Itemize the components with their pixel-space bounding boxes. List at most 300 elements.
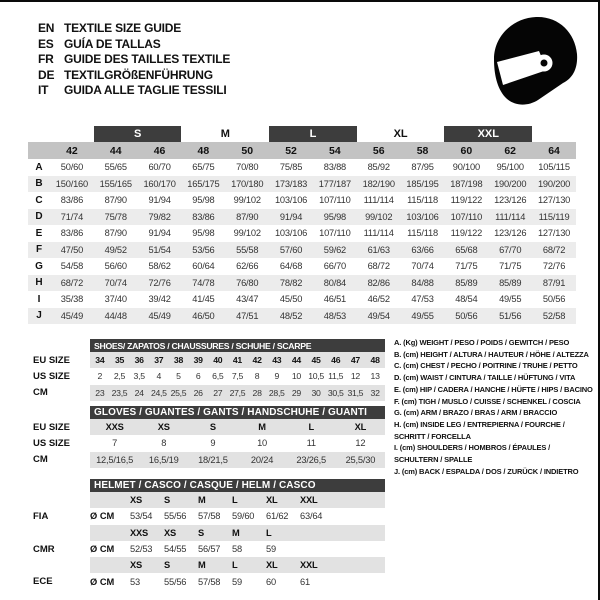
size-column-header: L	[232, 557, 266, 573]
guide-title: TEXTILGRÖßENFÜHRUNG	[64, 67, 213, 82]
size-column-header: XL	[266, 557, 300, 573]
legend-item: B. (cm) HEIGHT / ALTURA / HAUTEUR / HÖHE / ALTEZZA	[394, 349, 589, 359]
size-cell: 72/76	[138, 275, 182, 292]
gloves-size-table	[33, 406, 385, 468]
guide-title: GUÍA DE TALLAS	[64, 36, 161, 51]
size-column-header: 43	[267, 352, 287, 368]
size-cell: 111/114	[363, 228, 394, 239]
size-column-header: 39	[188, 352, 208, 368]
size-cell: 182/190	[357, 176, 401, 193]
size-cell: 68/72	[367, 261, 390, 272]
unit-spacer	[90, 557, 130, 573]
language-title-row	[38, 52, 230, 68]
size-cell: 87/95	[411, 162, 434, 173]
row-label: E	[35, 227, 43, 239]
size-cell: 95/98	[192, 228, 215, 239]
size-cell: 103/106	[274, 228, 308, 239]
size-column-header: 48	[181, 142, 225, 159]
size-cell: 83/86	[60, 228, 84, 239]
filler-cell	[334, 492, 385, 508]
group-header-m: M	[220, 128, 230, 140]
size-column-header: XL	[266, 492, 300, 508]
size-cell: 28	[247, 385, 267, 401]
legend-item: G. (cm) ARM / BRAZO / BRAS / ARM / BRACCIO	[394, 408, 558, 418]
textile-size-table	[28, 126, 576, 324]
size-column-header: XXS	[130, 525, 164, 541]
size-cell: 27	[208, 385, 228, 401]
size-cell: 68/72	[532, 242, 576, 259]
size-cell: 57/58	[198, 576, 221, 587]
size-cell: 71/75	[455, 261, 478, 272]
size-cell: 53/56	[181, 242, 225, 259]
unit-spacer	[90, 525, 130, 541]
size-column-header: S	[188, 419, 237, 435]
size-cell: 115/118	[407, 195, 438, 206]
size-cell: 29	[287, 385, 307, 401]
size-cell: 90/100	[452, 162, 480, 173]
size-cell: 66/70	[323, 261, 347, 272]
size-cell: 99/102	[233, 195, 261, 206]
size-cell: 57/60	[269, 242, 313, 259]
language-code: EN	[38, 21, 55, 35]
size-cell: 30	[306, 385, 326, 401]
size-column-header: M	[232, 525, 266, 541]
size-cell: 41/45	[192, 294, 215, 305]
legend-item: C. (cm) CHEST / PECHO / POITRINE / TRUHE / PETTO	[394, 361, 578, 371]
language-code: ES	[38, 36, 54, 51]
size-column-header: M	[237, 419, 286, 435]
size-column-header: 38	[169, 352, 189, 368]
helmet-table-title: HELMET / CASCO / CASQUE / HELM / CASCO	[90, 479, 385, 492]
size-cell: 65/68	[444, 242, 488, 259]
legend-item: D. (cm) WAIST / CINTURA / TAILLE / HÜFTUNG / VITA	[394, 373, 576, 383]
size-cell: 85/92	[367, 162, 390, 173]
row-label: D	[28, 209, 50, 226]
size-cell: 46/51	[323, 294, 347, 305]
row-label: J	[28, 308, 50, 325]
filler-cell	[334, 508, 385, 524]
group-header-spacer	[28, 126, 94, 142]
size-column-header	[300, 525, 334, 541]
size-column-header: 62	[488, 142, 532, 159]
size-cell: 75/78	[94, 209, 138, 226]
size-cell: 64/68	[279, 261, 303, 272]
size-cell: 91/94	[148, 228, 171, 239]
size-cell: 51/54	[138, 242, 182, 259]
size-column-header: 42	[50, 142, 94, 159]
size-cell: 10	[291, 371, 301, 382]
size-cell: 185/195	[401, 176, 445, 193]
size-cell: 61	[300, 576, 310, 587]
size-cell: 46/50	[181, 308, 225, 325]
row-label: G	[35, 260, 43, 272]
size-cell: 119/122	[450, 228, 483, 239]
size-cell: 55/56	[164, 576, 187, 587]
size-cell: 9	[274, 371, 279, 382]
size-cell: 59/60	[232, 511, 255, 522]
size-cell: 105/115	[538, 162, 570, 173]
size-cell: 47/51	[225, 308, 269, 325]
guide-title: TEXTILE SIZE GUIDE	[64, 21, 182, 35]
group-header-xl: XL	[393, 128, 408, 140]
unit-spacer	[90, 492, 130, 508]
size-column-header: XS	[164, 525, 198, 541]
size-cell: 59	[266, 544, 276, 555]
size-cell: 85/89	[488, 275, 532, 292]
size-cell: 67/70	[488, 242, 532, 259]
size-cell: 150/160	[50, 176, 94, 193]
size-column-header: L	[266, 525, 300, 541]
row-label: ECE	[33, 576, 53, 588]
legend-item: I. (cm) SHOULDERS / HOMBROS / ÉPAULES / SCHULTERN / SPALLE	[394, 443, 551, 465]
size-column-header: 56	[357, 142, 401, 159]
size-cell: 8	[254, 371, 260, 382]
size-cell: 123/126	[494, 195, 527, 206]
size-cell: 111/114	[488, 209, 532, 226]
language-title-row	[38, 21, 230, 37]
size-cell: 23,5	[110, 385, 130, 401]
size-cell: 3,5	[133, 371, 145, 382]
size-column-header: 54	[313, 142, 357, 159]
group-header-xxl: XXL	[444, 126, 532, 142]
group-header-spacer	[532, 126, 576, 142]
size-cell: 61/62	[266, 511, 289, 522]
language-title-row	[38, 37, 230, 53]
size-cell: 55/65	[104, 162, 127, 173]
size-cell: 173/183	[269, 176, 313, 193]
size-cell: 61/63	[357, 242, 401, 259]
size-cell: 99/102	[357, 209, 401, 226]
legend-item: H. (cm) INSIDE LEG / ENTREPIERNA / FOURCHE / SCHRITT / FORCELLA	[394, 419, 565, 441]
filler-cell	[334, 557, 385, 573]
size-cell: 83/86	[60, 195, 84, 206]
size-cell: 177/187	[313, 176, 357, 193]
size-cell: 11	[306, 438, 316, 449]
row-label: US SIZE	[33, 437, 70, 449]
size-cell: 63/64	[300, 511, 323, 522]
size-cell: 190/200	[532, 176, 576, 193]
size-cell: 59	[232, 576, 242, 587]
size-cell: 55/58	[225, 242, 269, 259]
filler-cell	[334, 525, 385, 541]
size-column-header: 37	[149, 352, 169, 368]
legend-item: F. (cm) TIGH / MUSLO / CUISSE / SCHENKEL / COSCIA	[394, 396, 581, 406]
size-cell: 91/94	[269, 209, 313, 226]
legend-item: A. (Kg) WEIGHT / PESO / POIDS / GEWITCH / PESO	[394, 338, 570, 347]
size-column-header: 47	[346, 352, 366, 368]
size-cell: 83/88	[323, 162, 347, 173]
size-cell: 50/56	[444, 308, 488, 325]
size-cell: 91/94	[148, 195, 171, 206]
size-cell: 45/50	[279, 294, 303, 305]
size-column-header: 41	[228, 352, 248, 368]
size-cell: 119/122	[450, 195, 483, 206]
size-cell: 170/180	[225, 176, 269, 193]
size-cell: 60	[266, 576, 276, 587]
size-cell: 95/98	[313, 209, 357, 226]
size-column-header: 58	[401, 142, 445, 159]
size-column-header: 42	[247, 352, 267, 368]
row-label: I	[37, 293, 41, 305]
label-spacer	[33, 479, 90, 492]
size-cell: 53	[130, 576, 140, 587]
size-cell: 103/106	[274, 195, 308, 206]
size-cell: 115/119	[532, 209, 576, 226]
size-cell: 65/75	[192, 162, 215, 173]
size-cell: 107/110	[319, 195, 351, 206]
size-column-header: XXL	[300, 492, 334, 508]
size-cell: 13	[370, 371, 380, 382]
size-cell: 23/26,5	[287, 452, 336, 468]
language-title-row	[38, 68, 230, 84]
label-spacer	[33, 557, 90, 573]
size-cell: 80/84	[313, 275, 357, 292]
size-cell: 7	[112, 438, 118, 449]
size-cell: 127/130	[537, 228, 571, 239]
size-cell: 60/70	[148, 162, 171, 173]
language-code: IT	[38, 83, 49, 97]
size-cell: 48/53	[313, 308, 357, 325]
size-cell: 127/130	[537, 195, 571, 206]
language-title-list	[38, 21, 230, 99]
gloves-table-title: GLOVES / GUANTES / GANTS / HANDSCHUHE / GUANTI	[90, 406, 385, 419]
size-cell: 95/100	[496, 162, 524, 173]
size-cell: 71/75	[499, 261, 522, 272]
size-column-header: 46	[138, 142, 182, 159]
size-cell: 49/54	[357, 308, 401, 325]
size-cell: 12	[350, 371, 360, 382]
unit-label: Ø CM	[90, 576, 115, 587]
size-cell: 75/85	[279, 162, 303, 173]
size-cell: 6	[195, 371, 201, 382]
size-cell: 54/58	[60, 261, 84, 272]
size-cell: 50/60	[60, 162, 84, 173]
size-cell: 63/66	[401, 242, 445, 259]
size-cell: 49/55	[499, 294, 522, 305]
size-cell: 155/165	[94, 176, 138, 193]
row-label: CM	[33, 454, 48, 466]
size-cell: 10,5	[308, 371, 324, 382]
legend-item: E. (cm) HIP / CADERA / HANCHE / HÜFTE / HIPS / BACINO	[394, 384, 593, 394]
size-cell: 35/38	[60, 294, 84, 305]
size-cell: 76/80	[225, 275, 269, 292]
size-cell: 31,5	[346, 385, 366, 401]
size-column-header: 48	[365, 352, 385, 368]
size-cell: 7,5	[231, 371, 244, 382]
row-label: FIA	[33, 510, 49, 522]
row-label: H	[28, 275, 50, 292]
size-cell: 4	[156, 371, 162, 382]
size-cell: 62/66	[236, 261, 259, 272]
unit-label: Ø CM	[90, 511, 115, 522]
size-cell: 70/80	[236, 162, 259, 173]
helmet-icon	[486, 12, 586, 112]
size-column-header: 60	[444, 142, 488, 159]
row-label: F	[28, 242, 50, 259]
size-cell: 24,5	[149, 385, 169, 401]
size-cell: 187/198	[444, 176, 488, 193]
size-column-header: 45	[306, 352, 326, 368]
size-column-header: S	[164, 492, 198, 508]
size-cell: 74/78	[181, 275, 225, 292]
size-column-header: M	[198, 492, 232, 508]
size-cell: 8	[161, 438, 167, 449]
row-label: C	[35, 194, 43, 206]
size-column-header: XL	[336, 419, 385, 435]
size-cell: 12,5/16,5	[90, 452, 139, 468]
shoes-table-title: SHOES/ ZAPATOS / CHAUSSURES / SCHUHE / SCARPE	[90, 339, 385, 352]
corner-cell	[28, 142, 50, 159]
size-cell: 60/64	[192, 261, 215, 272]
size-column-header: L	[232, 492, 266, 508]
size-cell: 58/62	[148, 261, 171, 272]
size-cell: 45/49	[138, 308, 182, 325]
size-cell: 87/91	[532, 275, 576, 292]
size-cell: 44/48	[94, 308, 138, 325]
size-column-header: S	[164, 557, 198, 573]
size-cell: 83/86	[181, 209, 225, 226]
size-cell: 45/49	[50, 308, 94, 325]
size-column-header: S	[198, 525, 232, 541]
size-cell: 16,5/19	[139, 452, 188, 468]
guide-title: GUIDA ALLE TAGLIE TESSILI	[64, 83, 227, 97]
size-cell: 99/102	[233, 228, 261, 239]
size-column-header: 64	[532, 142, 576, 159]
size-cell: 82/86	[357, 275, 401, 292]
size-cell: 54/55	[164, 544, 187, 555]
measurement-legend	[394, 337, 594, 477]
size-column-header: 46	[326, 352, 346, 368]
helmet-size-table	[33, 479, 385, 590]
label-spacer	[33, 339, 90, 352]
size-cell: 56/57	[198, 544, 221, 555]
filler-cell	[334, 541, 385, 557]
row-label: A	[35, 161, 43, 173]
size-cell: 115/118	[407, 228, 438, 239]
size-cell: 87/90	[104, 228, 127, 239]
size-cell: 68/72	[50, 275, 94, 292]
size-cell: 71/74	[50, 209, 94, 226]
group-header-l: L	[269, 126, 357, 142]
size-cell: 51/56	[488, 308, 532, 325]
size-cell: 103/106	[401, 209, 445, 226]
size-column-header: XS	[130, 557, 164, 573]
size-cell: 107/110	[444, 209, 488, 226]
size-cell: 190/200	[488, 176, 532, 193]
size-cell: 58	[232, 544, 242, 555]
size-cell: 37/40	[104, 294, 127, 305]
size-cell: 95/98	[192, 195, 215, 206]
size-column-header: 44	[94, 142, 138, 159]
size-cell: 87/90	[225, 209, 269, 226]
filler-cell	[334, 573, 385, 589]
shoes-size-table	[33, 339, 385, 401]
size-cell: 50/56	[542, 294, 566, 305]
language-title-row	[38, 83, 230, 99]
size-cell: 107/110	[319, 228, 351, 239]
size-cell: 25,5	[169, 385, 189, 401]
size-cell: 160/170	[138, 176, 182, 193]
size-cell: 84/88	[401, 275, 445, 292]
size-cell: 48/52	[269, 308, 313, 325]
size-column-header: 40	[208, 352, 228, 368]
size-column-header: 52	[269, 142, 313, 159]
size-cell: 49/55	[401, 308, 445, 325]
row-label: EU SIZE	[33, 354, 70, 366]
size-cell: 26	[188, 385, 208, 401]
row-label: CM	[33, 387, 48, 399]
size-cell: 56/60	[104, 261, 127, 272]
row-label: B	[28, 176, 50, 193]
size-cell: 5	[176, 371, 181, 382]
row-label: US SIZE	[33, 370, 70, 382]
size-column-header: XS	[130, 492, 164, 508]
size-column-header: 36	[129, 352, 149, 368]
size-column-header: 50	[225, 142, 269, 159]
size-column-header: 34	[90, 352, 110, 368]
size-cell: 78/82	[269, 275, 313, 292]
size-cell: 47/50	[50, 242, 94, 259]
label-spacer	[33, 492, 90, 508]
size-cell: 2	[97, 371, 103, 382]
size-cell: 55/56	[164, 511, 187, 522]
size-cell: 30,5	[326, 385, 346, 401]
size-cell: 27,5	[228, 385, 248, 401]
size-column-header: 44	[287, 352, 307, 368]
size-column-header: 35	[110, 352, 130, 368]
size-cell: 53/54	[130, 511, 153, 522]
size-column-header: M	[198, 557, 232, 573]
size-cell	[300, 541, 334, 557]
language-code: DE	[38, 67, 55, 82]
size-cell: 25,5/30	[336, 452, 385, 468]
size-cell: 49/52	[94, 242, 138, 259]
size-cell: 48/54	[455, 294, 478, 305]
label-spacer	[33, 525, 90, 541]
size-cell: 52/58	[532, 308, 576, 325]
size-cell: 12	[355, 438, 366, 449]
size-cell: 70/74	[411, 261, 434, 272]
size-cell: 6,5	[212, 371, 224, 382]
size-cell: 52/53	[130, 544, 153, 555]
size-cell: 165/175	[181, 176, 225, 193]
size-column-header: XS	[139, 419, 188, 435]
legend-item: J. (cm) BACK / ESPALDA / DOS / ZURÜCK / INDIETRO	[394, 466, 579, 476]
label-spacer	[33, 406, 90, 419]
size-cell: 57/58	[198, 511, 221, 522]
size-cell: 24	[129, 385, 149, 401]
size-cell: 72/76	[542, 261, 566, 272]
size-cell: 2,5	[113, 371, 126, 382]
size-cell: 28,5	[267, 385, 287, 401]
size-cell: 18/21,5	[188, 452, 237, 468]
row-label: CMR	[33, 543, 55, 555]
group-header-s: S	[94, 126, 182, 142]
size-cell: 59/62	[313, 242, 357, 259]
size-cell: 20/24	[237, 452, 286, 468]
size-cell: 85/89	[444, 275, 488, 292]
size-column-header: XXL	[300, 557, 334, 573]
size-cell: 47/53	[411, 294, 434, 305]
language-code: FR	[38, 52, 54, 66]
size-cell: 123/126	[494, 228, 527, 239]
size-cell: 79/82	[138, 209, 182, 226]
size-column-header: L	[287, 419, 336, 435]
size-column-header: XXS	[90, 419, 139, 435]
size-cell: 70/74	[94, 275, 138, 292]
guide-title: GUIDE DES TAILLES TEXTILE	[64, 52, 231, 66]
size-cell: 9	[210, 438, 216, 449]
